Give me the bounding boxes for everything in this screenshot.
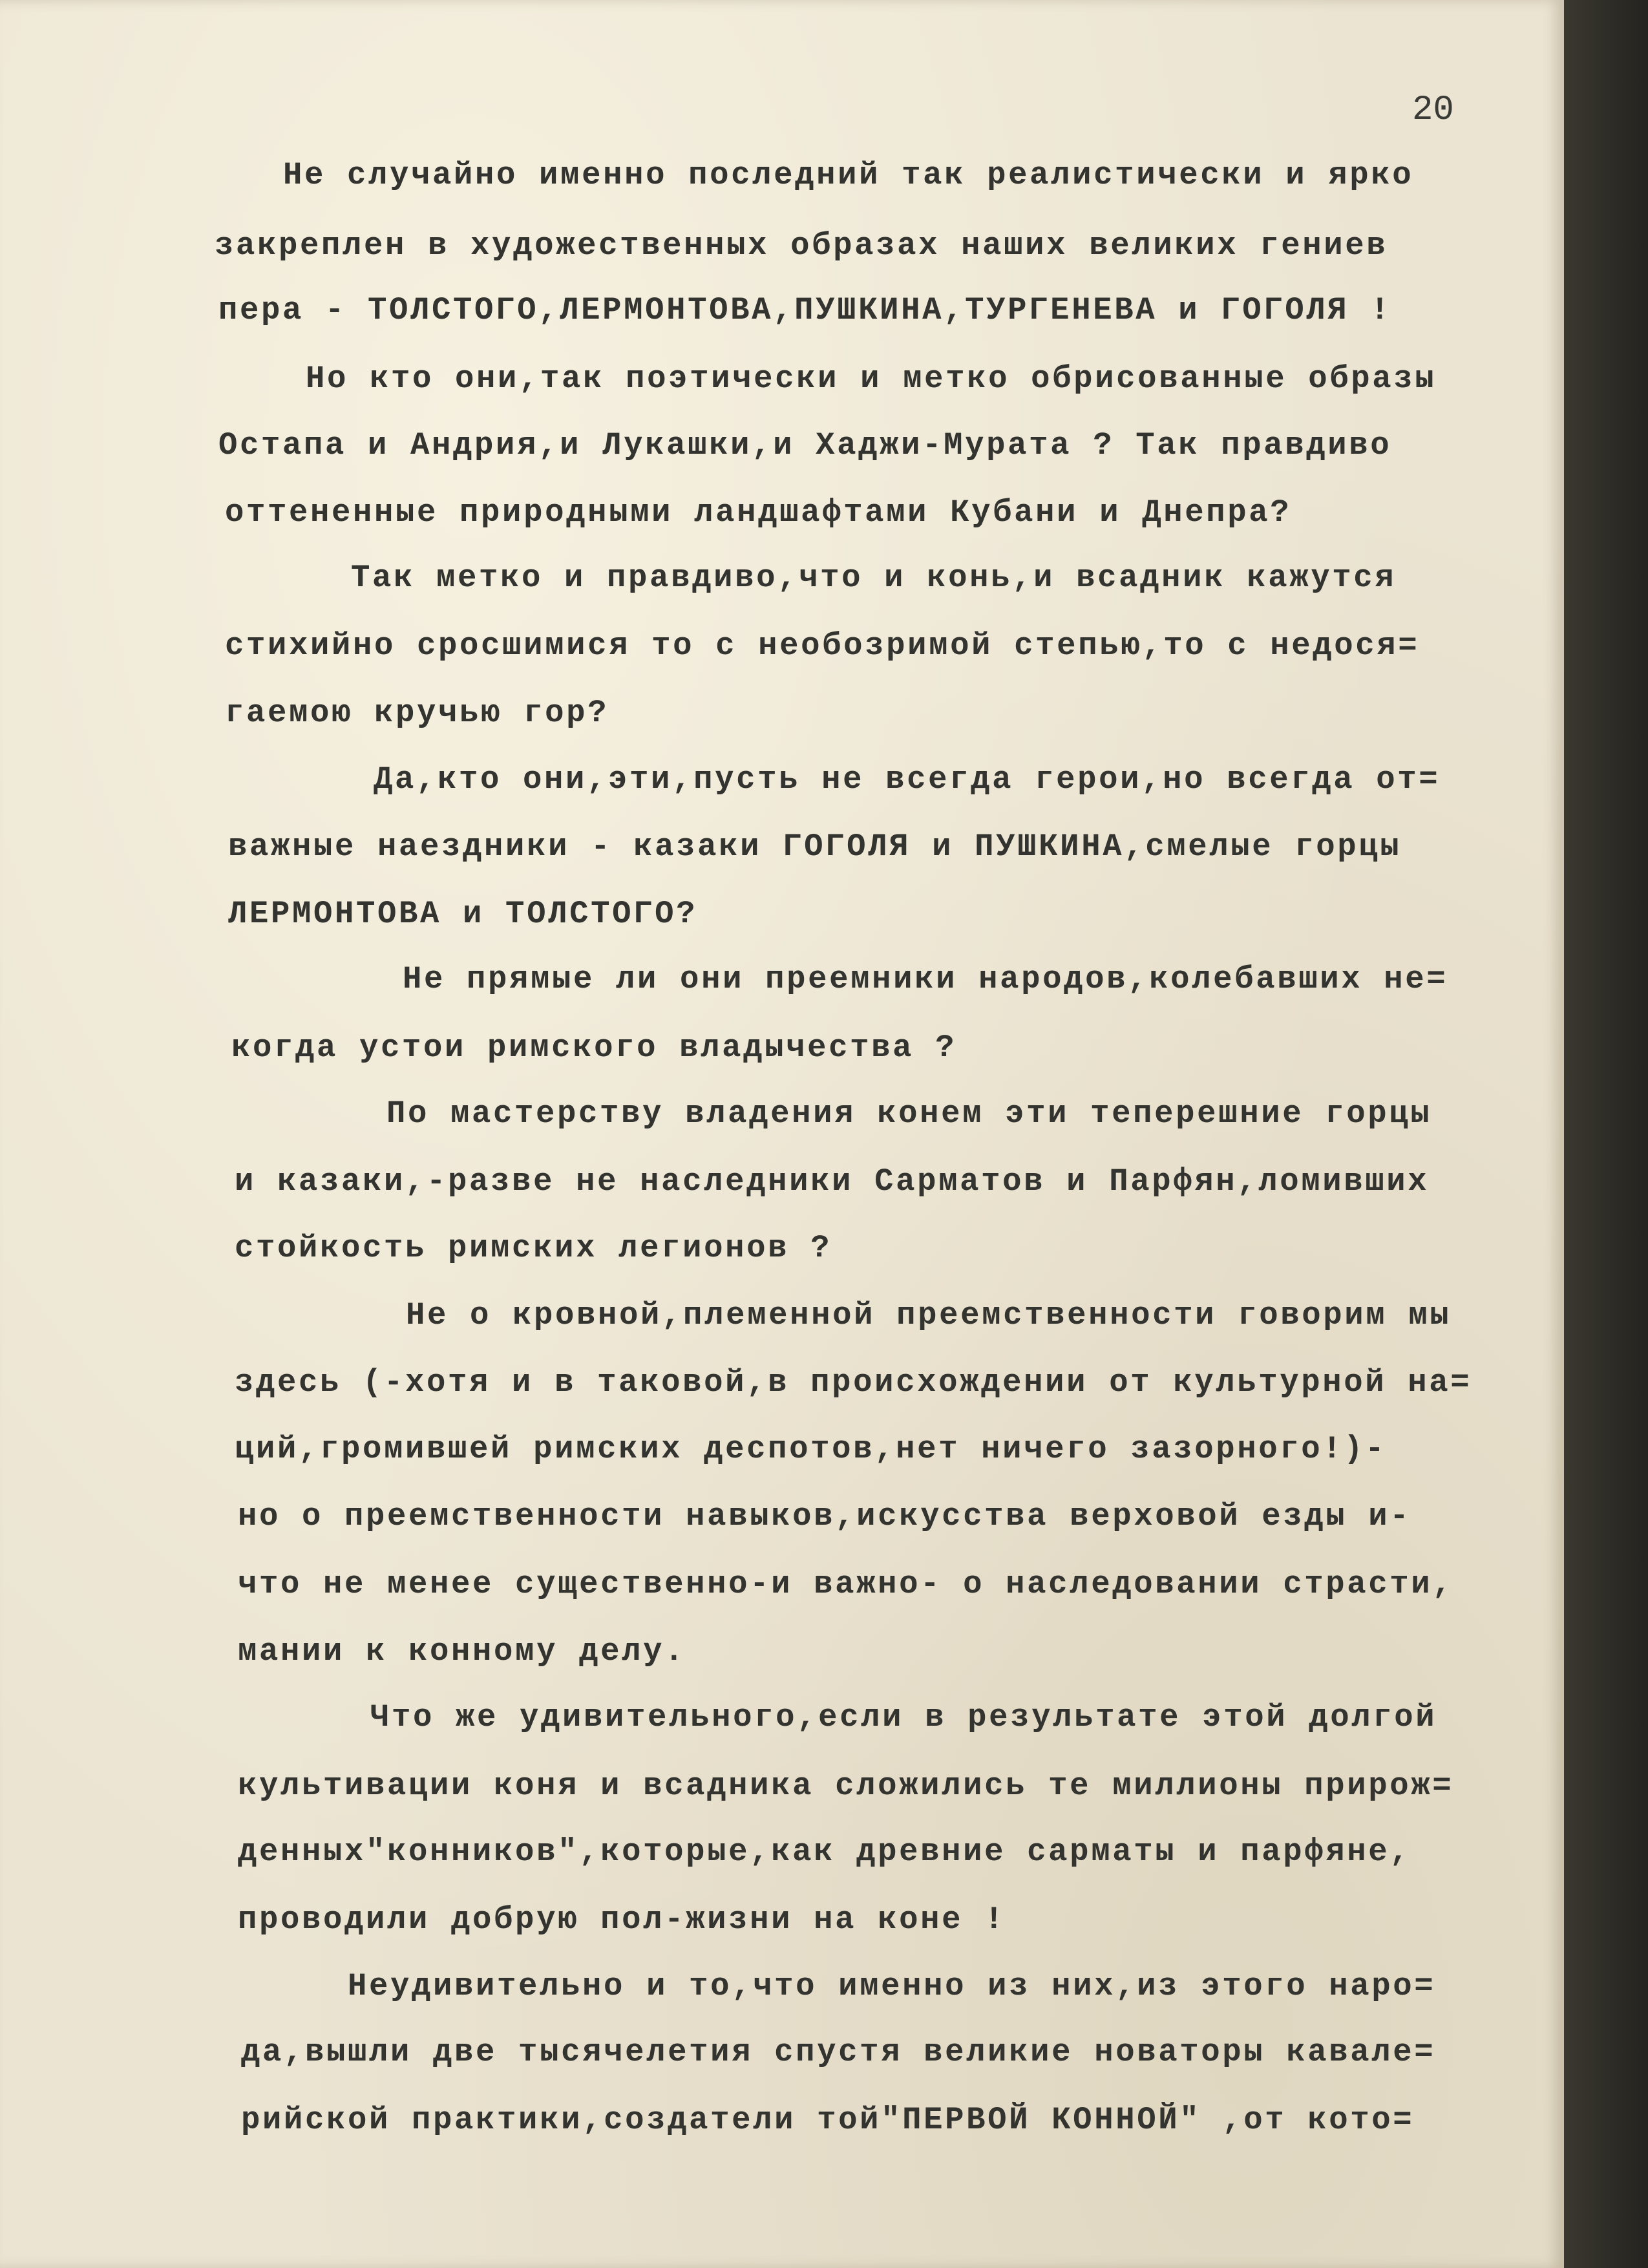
text-line: мании к конному делу. bbox=[238, 1633, 686, 1669]
text-line: когда устои римского владычества ? bbox=[231, 1030, 957, 1066]
page-number: 20 bbox=[1412, 90, 1454, 130]
text-line: Не о кровной,племенной преемственности говорим мы bbox=[406, 1297, 1452, 1333]
text-line: Не случайно именно последний так реалистически и ярко bbox=[283, 157, 1414, 193]
text-line: что не менее существенно-и важно- о наследовании страсти, bbox=[238, 1566, 1454, 1602]
text-line: По мастерству владения конем эти теперешние горцы bbox=[386, 1096, 1432, 1132]
text-line: стойкость римских легионов ? bbox=[235, 1230, 832, 1266]
text-line: Но кто они,так поэтически и метко обрисованные образы bbox=[306, 361, 1437, 397]
text-line: Да,кто они,эти,пусть не всегда герои,но всегда от= bbox=[374, 761, 1441, 798]
text-line: проводили добрую пол-жизни на коне ! bbox=[238, 1902, 1006, 1938]
text-line: рийской практики,создатели той"ПЕРВОЙ КОННОЙ" ,от кото= bbox=[241, 2102, 1415, 2138]
text-line: стихийно сросшимися то с необозримой степью,то с недося= bbox=[225, 628, 1420, 664]
text-line: Что же удивительного,если в результате этой долгой bbox=[370, 1699, 1437, 1735]
text-line: но о преемственности навыков,искусства верховой езды и- bbox=[238, 1498, 1411, 1534]
text-line: ЛЕРМОНТОВА и ТОЛСТОГО? bbox=[228, 896, 698, 932]
text-line: закреплен в художественных образах наших великих гениев bbox=[215, 228, 1388, 264]
text-line: Остапа и Андрия,и Лукашки,и Хаджи-Мурата ? Так правдиво bbox=[218, 427, 1392, 463]
scan-background-edge bbox=[1564, 0, 1648, 2268]
text-line: да,вышли две тысячелетия спустя великие новаторы кавале= bbox=[241, 2034, 1436, 2070]
text-line: Неудивительно и то,что именно из них,из этого наро= bbox=[348, 1968, 1436, 2004]
text-line: здесь (-хотя и в таковой,в происхождении от культурной на= bbox=[235, 1364, 1472, 1401]
text-line: культивации коня и всадника сложились те миллионы прирож= bbox=[238, 1768, 1454, 1804]
text-line: Так метко и правдиво,что и конь,и всадник кажутся bbox=[351, 560, 1397, 596]
text-line: Не прямые ли они преемники народов,колебавших не= bbox=[403, 961, 1448, 997]
text-line: важные наездники - казаки ГОГОЛЯ и ПУШКИНА,смелые горцы bbox=[228, 829, 1402, 865]
text-line: ций,громившей римских деспотов,нет ничего зазорного!)- bbox=[235, 1431, 1387, 1467]
text-line: денных"конников",которые,как древние сарматы и парфяне, bbox=[238, 1834, 1411, 1870]
text-line: гаемою кручью гор? bbox=[225, 695, 609, 731]
text-line: оттененные природными ландшафтами Кубани и Днепра? bbox=[225, 494, 1292, 531]
text-line: и казаки,-разве не наследники Сарматов и Парфян,ломивших bbox=[235, 1163, 1430, 1200]
text-line: пера - ТОЛСТОГО,ЛЕРМОНТОВА,ПУШКИНА,ТУРГЕНЕВА и ГОГОЛЯ ! bbox=[218, 292, 1392, 328]
